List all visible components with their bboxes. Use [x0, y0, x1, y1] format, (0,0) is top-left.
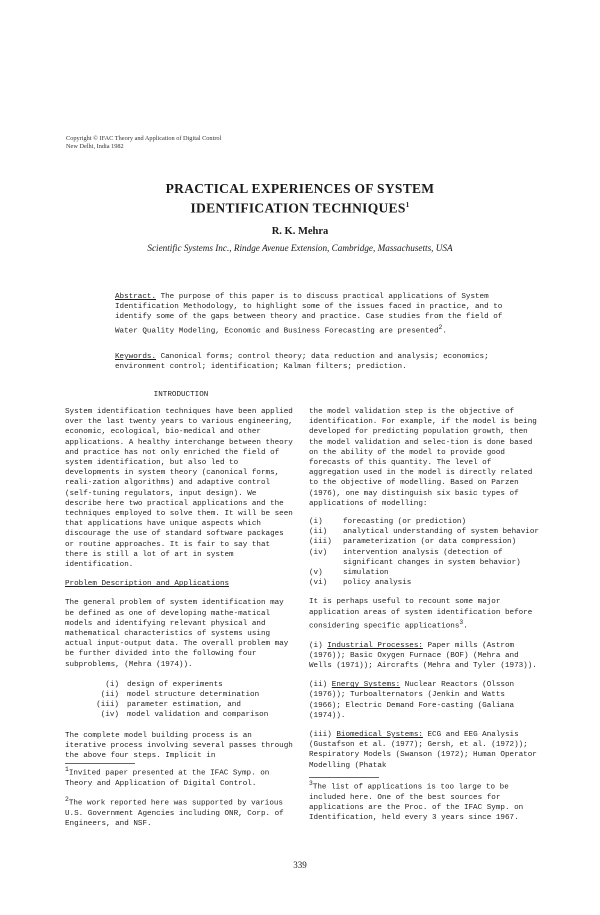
copyright-notice: Copyright © IFAC Theory and Application of Digital Control New Delhi, India 1982	[66, 135, 222, 150]
list-item: (iv) intervention analysis (detection of significant changes in system behavior)	[309, 548, 521, 567]
abstract-text: The purpose of this paper is to discuss practical applications of System Identification Methodology, to highlight some of the issues faced in practice, and to identify some of the gaps between theory and practice. Case studies from the field of Water Quality Modeling, Economic and Business Forecasting are presented	[115, 293, 503, 336]
right-paragraph-1: the model validation step is the objective of identification. For example, if the model is being developed for predicting population growth, then the model validation and selec-tion is done based on the ability of the model to provide good forecasts of this quantity. The level of aggregation used in the model is directly related to the objective of modelling. Based on Parzen (1976), one may distinguish six basic types of applications of modelling:	[309, 408, 537, 508]
footnote-2: $^2$The work reported here was supported by various U.S. Government Agencies including ONR, Corp. of Engineers, and NSF.	[65, 796, 284, 829]
application-types-list	[309, 517, 541, 588]
abstract-footnote-mark: 2	[438, 323, 443, 331]
list-item: (ii) model structure determination	[100, 691, 260, 700]
intro-paragraph-2: The general problem of system identification may be defined as one of developing mathe-matical models and identifying relevant physical and mathematical characteristics of systems using actual input-output data. The overall problem may be further divided into the following four subproblems, (Mehra (1974)).	[65, 599, 289, 669]
footnote-rule	[65, 763, 135, 764]
section-heading-introduction: INTRODUCTION	[153, 391, 209, 399]
footnote-rule	[309, 777, 379, 778]
intro-paragraph-3: The complete model building process is an iterative process involving several passes through the above four steps. Implicit in	[65, 731, 293, 761]
list-item: (i) design of experiments	[105, 680, 223, 689]
energy-systems: (ii) Energy Systems: Nuclear Reactors (Olsson (1976)); Turboalternators (Jenkin and Watts (1966); Electric Demand Fore-casting (Galiana (1974)).	[309, 681, 515, 720]
title-line-1: PRACTICAL EXPERIENCES OF SYSTEM	[165, 181, 435, 196]
keywords-text: Canonical forms; control theory; data reduction and analysis; economics; environment control; identification; Kalman filters; prediction.	[115, 353, 489, 372]
abstract-end: .	[442, 327, 447, 336]
left-column	[65, 407, 297, 829]
page-number: 339	[293, 860, 307, 870]
list-item: (iii) parameter estimation, and	[96, 701, 241, 710]
subsection-heading: Problem Description and Applications	[65, 580, 230, 589]
list-item: (v) simulation	[309, 569, 389, 578]
right-paragraph-2: It is perhaps useful to recount some major application areas of system identification before considering specific applications$^3$.	[309, 598, 533, 631]
industrial-processes: (i) Industrial Processes: Paper mills (Astrom (1976)); Basic Oxygen Furnace (BOF) (Mehra and Wells (1971)); Aircrafts (Mehra and Tyler (1973)).	[309, 641, 537, 670]
list-item: (ii) analytical understanding of system behavior	[309, 528, 539, 537]
abstract-label: Abstract.	[115, 293, 157, 301]
title-line-2-text: IDENTIFICATION TECHNIQUES	[190, 200, 406, 216]
list-item: (i) forecasting (or prediction)	[309, 518, 467, 527]
biomedical-systems: (iii) Biomedical Systems: ECG and EEG Analysis (Gustafson et al. (1977); Gersh, et al. (1972)); Respiratory Models (Swanson (1972); Human Operator Modelling (Phatak	[309, 731, 537, 770]
subproblem-list	[65, 680, 297, 721]
list-item: (iv) model validation and comparison	[100, 711, 269, 720]
paper-title	[0, 180, 600, 217]
abstract	[115, 292, 510, 336]
intro-paragraph-1: System identification techniques have been applied over the last twenty years to various engineering, economic, ecological, bio-medical and other applications. A healthy interchange between theory and practice has not only enriched the field of system identification, but also led to developments in system theory (canonical forms, reali-zation algorithms) and adaptive control (self-tuning regulators, input design). We describe here two practical applications and the techniques employed to solve them. It will be seen that applications have unique aspects which discourage the use of standard software packages or routine approaches. It is fair to say that there is still a lot of art in system identification.	[65, 408, 293, 570]
author-name: R. K. Mehra	[271, 226, 329, 237]
footnote-1: $^1$Invited paper presented at the IFAC Symp. on Theory and Application of Digital Control.	[65, 766, 270, 789]
list-item: (iii) parameterization (or data compression)	[309, 538, 517, 547]
title-footnote-mark: 1	[405, 201, 410, 209]
right-column	[309, 407, 541, 823]
footnote-3: $^3$The list of applications is too large to be included here. One of the best sources for applications are the Proc. of the IFAC Symp. on Identification, held every 3 years since 1967.	[309, 779, 524, 822]
keywords-label: Keywords.	[115, 353, 157, 361]
author-affiliation: Scientific Systems Inc., Rindge Avenue Extension, Cambridge, Massachusetts, USA	[147, 243, 453, 253]
title-line-2	[0, 197, 600, 217]
keywords	[115, 352, 510, 372]
list-item: (vi) policy analysis	[309, 579, 412, 588]
